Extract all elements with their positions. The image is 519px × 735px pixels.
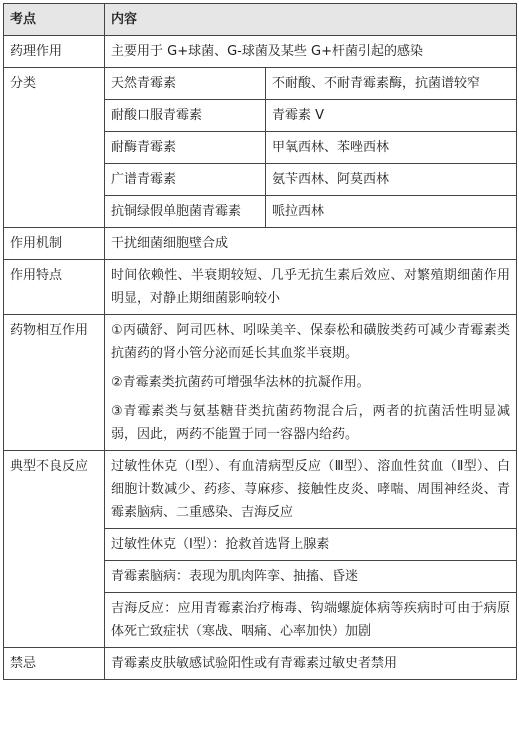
- class-desc: 青霉素 V: [266, 100, 517, 132]
- adverse-jarisch-herxheimer: 吉海反应：应用青霉素治疗梅毒、钩端螺旋体病等疾病时可由于病原体死亡致症状（寒战、咽痛、心率加快）加剧: [105, 593, 517, 648]
- class-desc: 哌拉西林: [266, 196, 517, 228]
- row-mechanism: [4, 228, 517, 260]
- class-desc: 不耐酸、不耐青霉素酶，抗菌谱较窄: [266, 68, 517, 100]
- row-contraindication: [4, 648, 517, 680]
- class-desc: 甲氧西林、苯唑西林: [266, 132, 517, 164]
- class-name: 耐酶青霉素: [105, 132, 266, 164]
- class-name: 抗铜绿假单胞菌青霉素: [105, 196, 266, 228]
- row-adverse-1: [4, 451, 517, 529]
- adverse-anaphylaxis: 过敏性休克（Ⅰ型）：抢救首选肾上腺素: [105, 529, 517, 561]
- label-mechanism: 作用机制: [4, 228, 105, 260]
- label-contraindication: 禁忌: [4, 648, 105, 680]
- text-features: 时间依赖性、半衰期较短、几乎无抗生素后效应、对繁殖期细菌作用明显，对静止期细菌影响较小: [105, 260, 517, 315]
- row-pharmacology: [4, 36, 517, 68]
- row-classification-1: [4, 68, 517, 100]
- header-content: 内容: [105, 4, 517, 36]
- text-interactions: [105, 315, 517, 451]
- header-exam-point: 考点: [4, 4, 105, 36]
- label-interactions: 药物相互作用: [4, 315, 105, 451]
- adverse-encephalopathy: 青霉素脑病：表现为肌肉阵挛、抽搐、昏迷: [105, 561, 517, 593]
- label-pharmacology: 药理作用: [4, 36, 105, 68]
- text-mechanism: 干扰细菌细胞壁合成: [105, 228, 517, 260]
- penicillin-table: [3, 3, 517, 680]
- label-features: 作用特点: [4, 260, 105, 315]
- adverse-list: 过敏性休克（Ⅰ型）、有血清病型反应（Ⅲ型）、溶血性贫血（Ⅱ型）、白细胞计数减少、药疹、荨麻疹、接触性皮炎、哮喘、周围神经炎、青霉素脑病、二重感染、吉海反应: [105, 451, 517, 529]
- row-interactions: [4, 315, 517, 451]
- class-name: 耐酸口服青霉素: [105, 100, 266, 132]
- interaction-item-1: ①丙磺舒、阿司匹林、吲哚美辛、保泰松和磺胺类药可减少青霉素类抗菌药的肾小管分泌而延长其血浆半衰期。: [111, 323, 511, 361]
- class-name: 天然青霉素: [105, 68, 266, 100]
- class-desc: 氨苄西林、阿莫西林: [266, 164, 517, 196]
- text-contraindication: 青霉素皮肤敏感试验阳性或有青霉素过敏史者禁用: [105, 648, 517, 680]
- interaction-item-3: ③青霉素类与氨基糖苷类抗菌药物混合后，两者的抗菌活性明显减弱，因此，两药不能置于同一容器内给药。: [111, 404, 511, 442]
- label-adverse: 典型不良反应: [4, 451, 105, 648]
- class-name: 广谱青霉素: [105, 164, 266, 196]
- table-header-row: [4, 4, 517, 36]
- row-features: [4, 260, 517, 315]
- text-pharmacology: 主要用于 G+球菌、G-球菌及某些 G+杆菌引起的感染: [105, 36, 517, 68]
- label-classification: 分类: [4, 68, 105, 228]
- interaction-item-2: ②青霉素类抗菌药可增强华法林的抗凝作用。: [111, 375, 370, 390]
